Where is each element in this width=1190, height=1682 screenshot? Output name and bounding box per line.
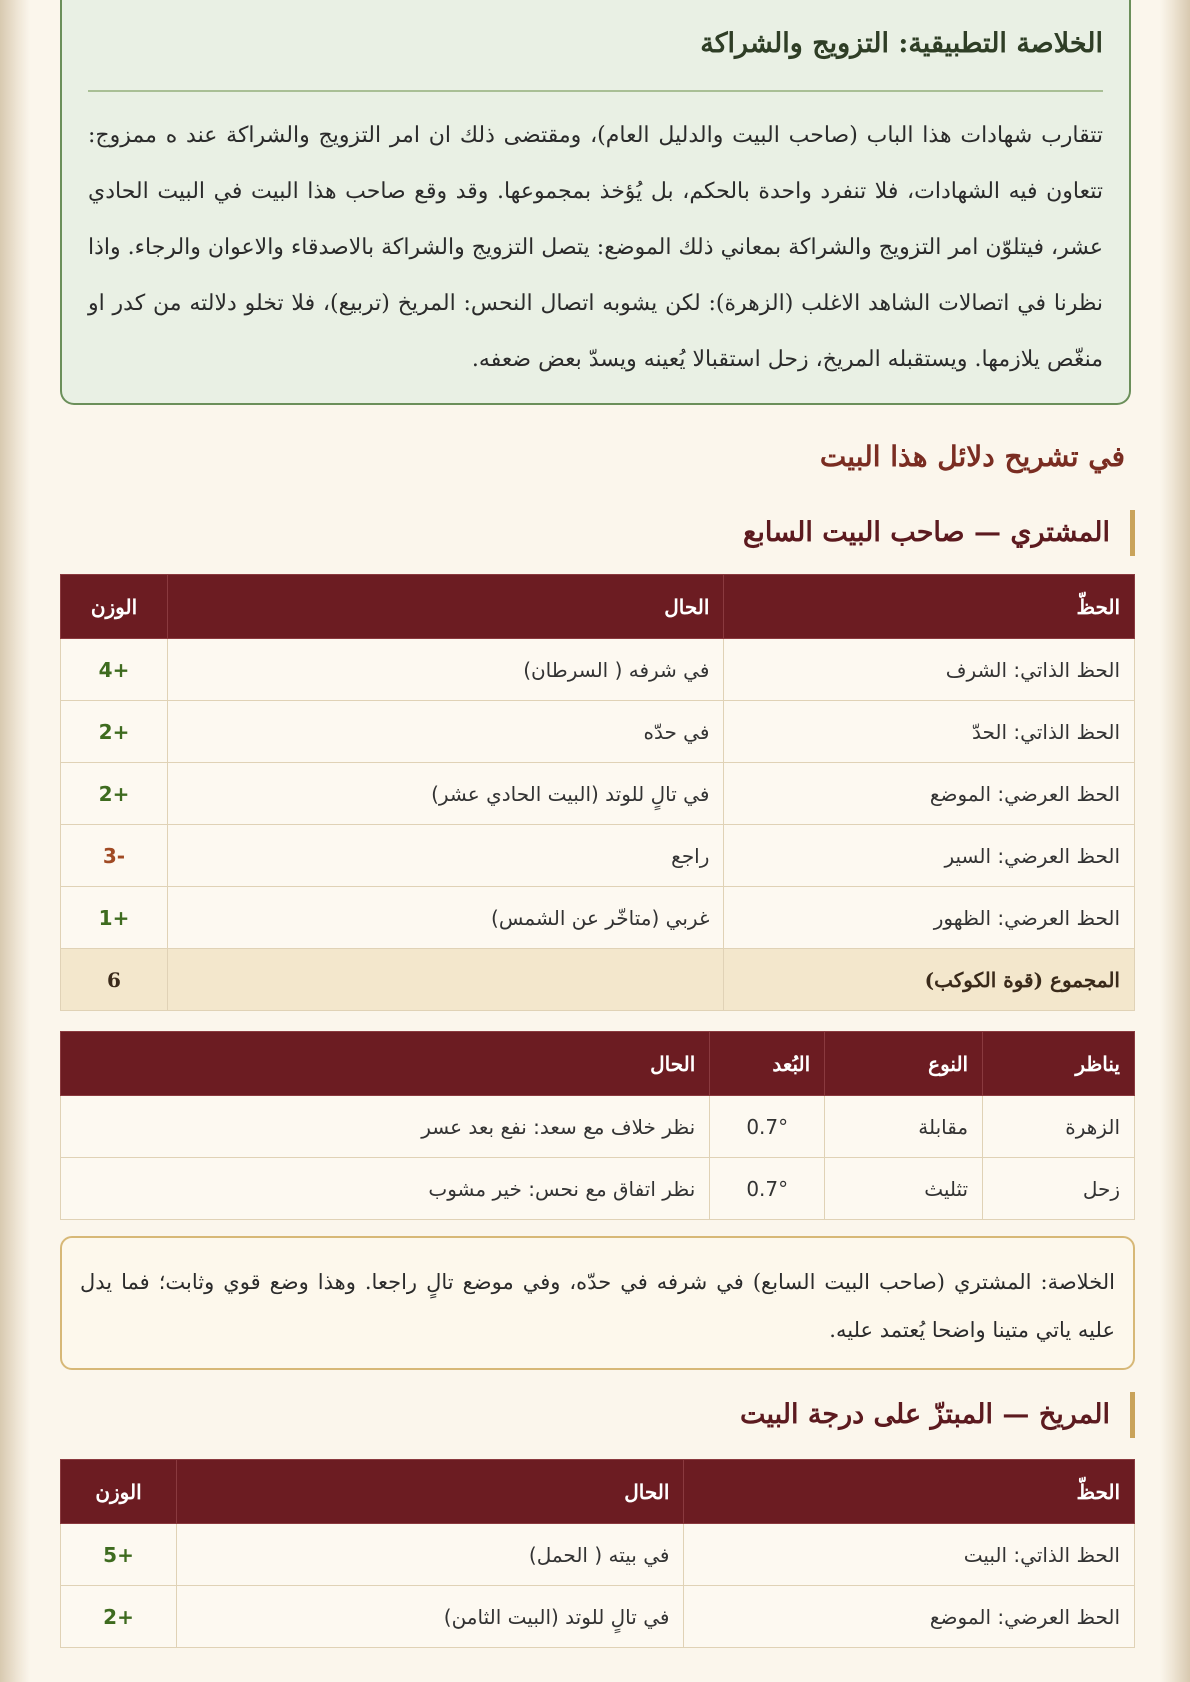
weight-cell: -3 <box>61 825 168 887</box>
table-row <box>61 763 1135 825</box>
column-header: البُعد <box>710 1032 825 1096</box>
aspects-table <box>60 1031 1135 1220</box>
state-cell: في بيته ( الحمل) <box>176 1524 683 1586</box>
weight-cell: +1 <box>61 887 168 949</box>
column-header: الحال <box>176 1460 683 1524</box>
jupiter-heading: المشتري — صاحب البيت السابع <box>743 510 1135 556</box>
table-row <box>61 1096 1135 1158</box>
table-row <box>61 701 1135 763</box>
mars-heading: المريخ — المبتزّ على درجة البيت <box>740 1392 1135 1438</box>
total-empty <box>167 949 723 1011</box>
aspect-state-cell: نظر اتفاق مع نحس: خير مشوب <box>61 1158 710 1220</box>
total-row <box>61 949 1135 1011</box>
planet-cell: الزهرة <box>983 1096 1135 1158</box>
table-row <box>61 1524 1135 1586</box>
summary-text: تتقارب شهادات هذا الباب (صاحب البيت والدليل العام)، ومقتضى ذلك ان امر التزويج والشراكة عند ه ممزوج: تتعاون فيه الشهادات، فلا تنفرد واحدة بالحكم، بل يُؤخذ بمجموعها. وقد وقع صاحب هذا البيت في البيت الحادي عشر، فيتلوّن امر التزويج والشراكة بمعاني ذلك الموضع: يتصل التزويج والشراكة بالاصدقاء والاعوان والرجاء. واذا نظرنا في اتصالات الشاهد الاغلب (الزهرة): لكن يشوبه اتصال النحس: المريخ (تربيع)، فلا تخلو دلالته من كدر او منغّص يلازمها. ويستقبله المريخ، زحل استقبالا يُعينه ويسدّ بعض ضعفه. <box>88 123 1103 372</box>
weight-cell: +2 <box>61 763 168 825</box>
dignity-cell: الحظ الذاتي: البيت <box>684 1524 1135 1586</box>
state-cell: غربي (متاخّر عن الشمس) <box>167 887 723 949</box>
total-label: المجموع (قوة الكوكب) <box>724 949 1135 1011</box>
state-cell: في تالٍ للوتد (البيت الحادي عشر) <box>167 763 723 825</box>
column-header: الوزن <box>61 575 168 639</box>
aspect-state-cell: نظر خلاف مع سعد: نفع بعد عسر <box>61 1096 710 1158</box>
state-cell: في تالٍ للوتد (البيت الثامن) <box>176 1586 683 1648</box>
aspect-type-cell: مقابلة <box>825 1096 983 1158</box>
mars-dignity-table <box>60 1459 1135 1648</box>
table-row <box>61 825 1135 887</box>
summary-box <box>60 0 1131 405</box>
state-cell: راجع <box>167 825 723 887</box>
state-cell: في شرفه ( السرطان) <box>167 639 723 701</box>
table-header-row <box>61 1032 1135 1096</box>
summary-title: الخلاصة التطبيقية: التزويج والشراكة <box>700 28 1103 59</box>
table-row <box>61 1158 1135 1220</box>
dignity-cell: الحظ العرضي: الموضع <box>684 1586 1135 1648</box>
dignity-cell: الحظ العرضي: الموضع <box>724 763 1135 825</box>
aspect-type-cell: تثليث <box>825 1158 983 1220</box>
table-header-row <box>61 1460 1135 1524</box>
summary-divider <box>88 90 1103 92</box>
dignity-cell: الحظ الذاتي: الشرف <box>724 639 1135 701</box>
table-row <box>61 639 1135 701</box>
column-header: الحال <box>167 575 723 639</box>
orb-cell: 0.7° <box>710 1096 825 1158</box>
table-header-row <box>61 575 1135 639</box>
conclusion-box: الخلاصة: المشتري (صاحب البيت السابع) في شرفه في حدّه، وفي موضع تالٍ راجعا. وهذا وضع قوي وثابت؛ فما يدل عليه ياتي متينا واضحا يُعتمد عليه. <box>60 1236 1135 1370</box>
column-header: الحال <box>61 1032 710 1096</box>
section-title: في تشريح دلائل هذا البيت <box>819 440 1125 473</box>
column-header: يناظر <box>983 1032 1135 1096</box>
planet-cell: زحل <box>983 1158 1135 1220</box>
dignity-cell: الحظ العرضي: الظهور <box>724 887 1135 949</box>
weight-cell: +5 <box>61 1524 177 1586</box>
weight-cell: +2 <box>61 701 168 763</box>
orb-cell: 0.7° <box>710 1158 825 1220</box>
column-header: الحظّ <box>724 575 1135 639</box>
column-header: النوع <box>825 1032 983 1096</box>
weight-cell: +2 <box>61 1586 177 1648</box>
table-row <box>61 1586 1135 1648</box>
column-header: الحظّ <box>684 1460 1135 1524</box>
dignity-cell: الحظ الذاتي: الحدّ <box>724 701 1135 763</box>
jupiter-dignity-table <box>60 574 1135 1011</box>
total-value: 6 <box>61 949 168 1011</box>
column-header: الوزن <box>61 1460 177 1524</box>
table-row <box>61 887 1135 949</box>
state-cell: في حدّه <box>167 701 723 763</box>
weight-cell: +4 <box>61 639 168 701</box>
dignity-cell: الحظ العرضي: السير <box>724 825 1135 887</box>
